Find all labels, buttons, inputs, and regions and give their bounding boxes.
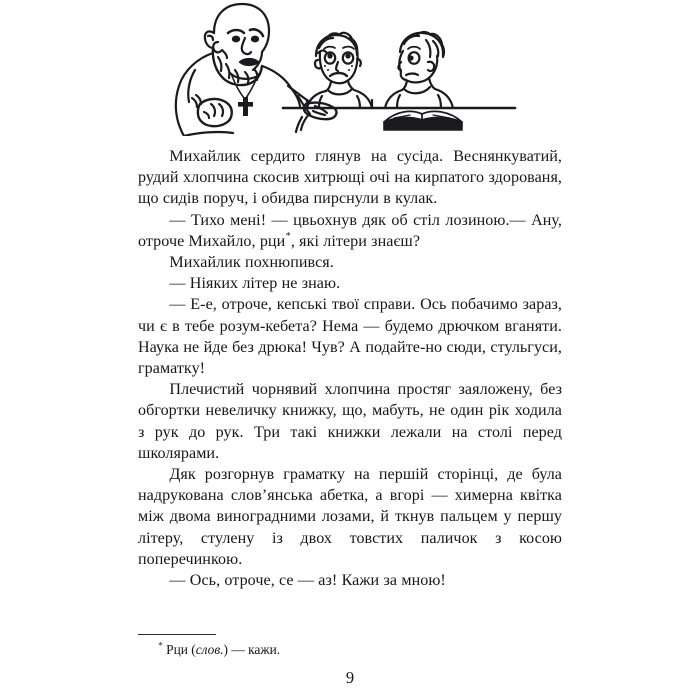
paragraph: — Ось, отроче, се — аз! Кажи за мною! [169, 572, 446, 590]
open-book [384, 111, 462, 130]
footnote-separator-rule [138, 634, 216, 635]
cross-pendant [238, 97, 253, 116]
chapter-illustration [170, 0, 530, 136]
footnote-text: * Рци (слов.) — кажи. [158, 641, 281, 657]
paragraph: — Ніяких літер не знаю. [169, 275, 341, 293]
footnote-marker-icon: * [158, 641, 163, 652]
paragraph: Михайлик похнюпився. [169, 254, 334, 272]
boy-right-figure [385, 32, 453, 108]
paragraph-with-footnote-marker [138, 210, 562, 252]
paragraph: — Е-е, отроче, кепські твої справи. Ось побачимо зараз, чи є в тебе розум-кебета? Нема — будемо дрючком вганяти. Наука не йде без дрюка! Чув? А подайте-но сюди, стульгуси, граматку! [138, 296, 562, 378]
footnote-dash: — [231, 642, 245, 657]
boy-left-figure [307, 33, 372, 108]
footnote-gloss: кажи. [248, 642, 281, 657]
footnote-marker-icon: * [285, 231, 291, 243]
paragraph: Михайлик сердито глянув на сусіда. Веснянкуватий, рудий хлопчина скосив хитрющі очі на кирпатого здорованя, що сидів поруч, і обидва пирснули в кулак. [138, 148, 562, 208]
body-text-block [138, 146, 562, 591]
page-number: 9 [345, 668, 355, 687]
illustration-drawing [170, 0, 530, 136]
paragraph-text: — Тихо мені! — цвьохнув дяк об стіл лозиною.— Ану, отроче Михайло, рци [138, 211, 562, 250]
footnote-term: Рци [166, 642, 188, 657]
footnote-abbrev: слов. [195, 642, 224, 657]
paragraph-text-tail: , які літери знаєш? [290, 232, 421, 250]
paragraph: Дяк розгорнув граматку на першій сторінці, де була надрукована слов’янська абетка, а вгорі — химерна квітка між двома виноградними лозами, й ткнув пальцем у першу літеру, стулену із двох товстих паличок з косою поперечинкою. [138, 466, 562, 568]
footnote-area [138, 634, 562, 658]
paragraph: Плечистий чорнявий хлопчина простяг заяложену, без обгортки невеличку книжку, що, мабуть, не один рік ходила з рук до рук. Три такі книжки лежали на столі перед школярами. [138, 381, 562, 462]
old-deacon-figure [176, 4, 337, 136]
